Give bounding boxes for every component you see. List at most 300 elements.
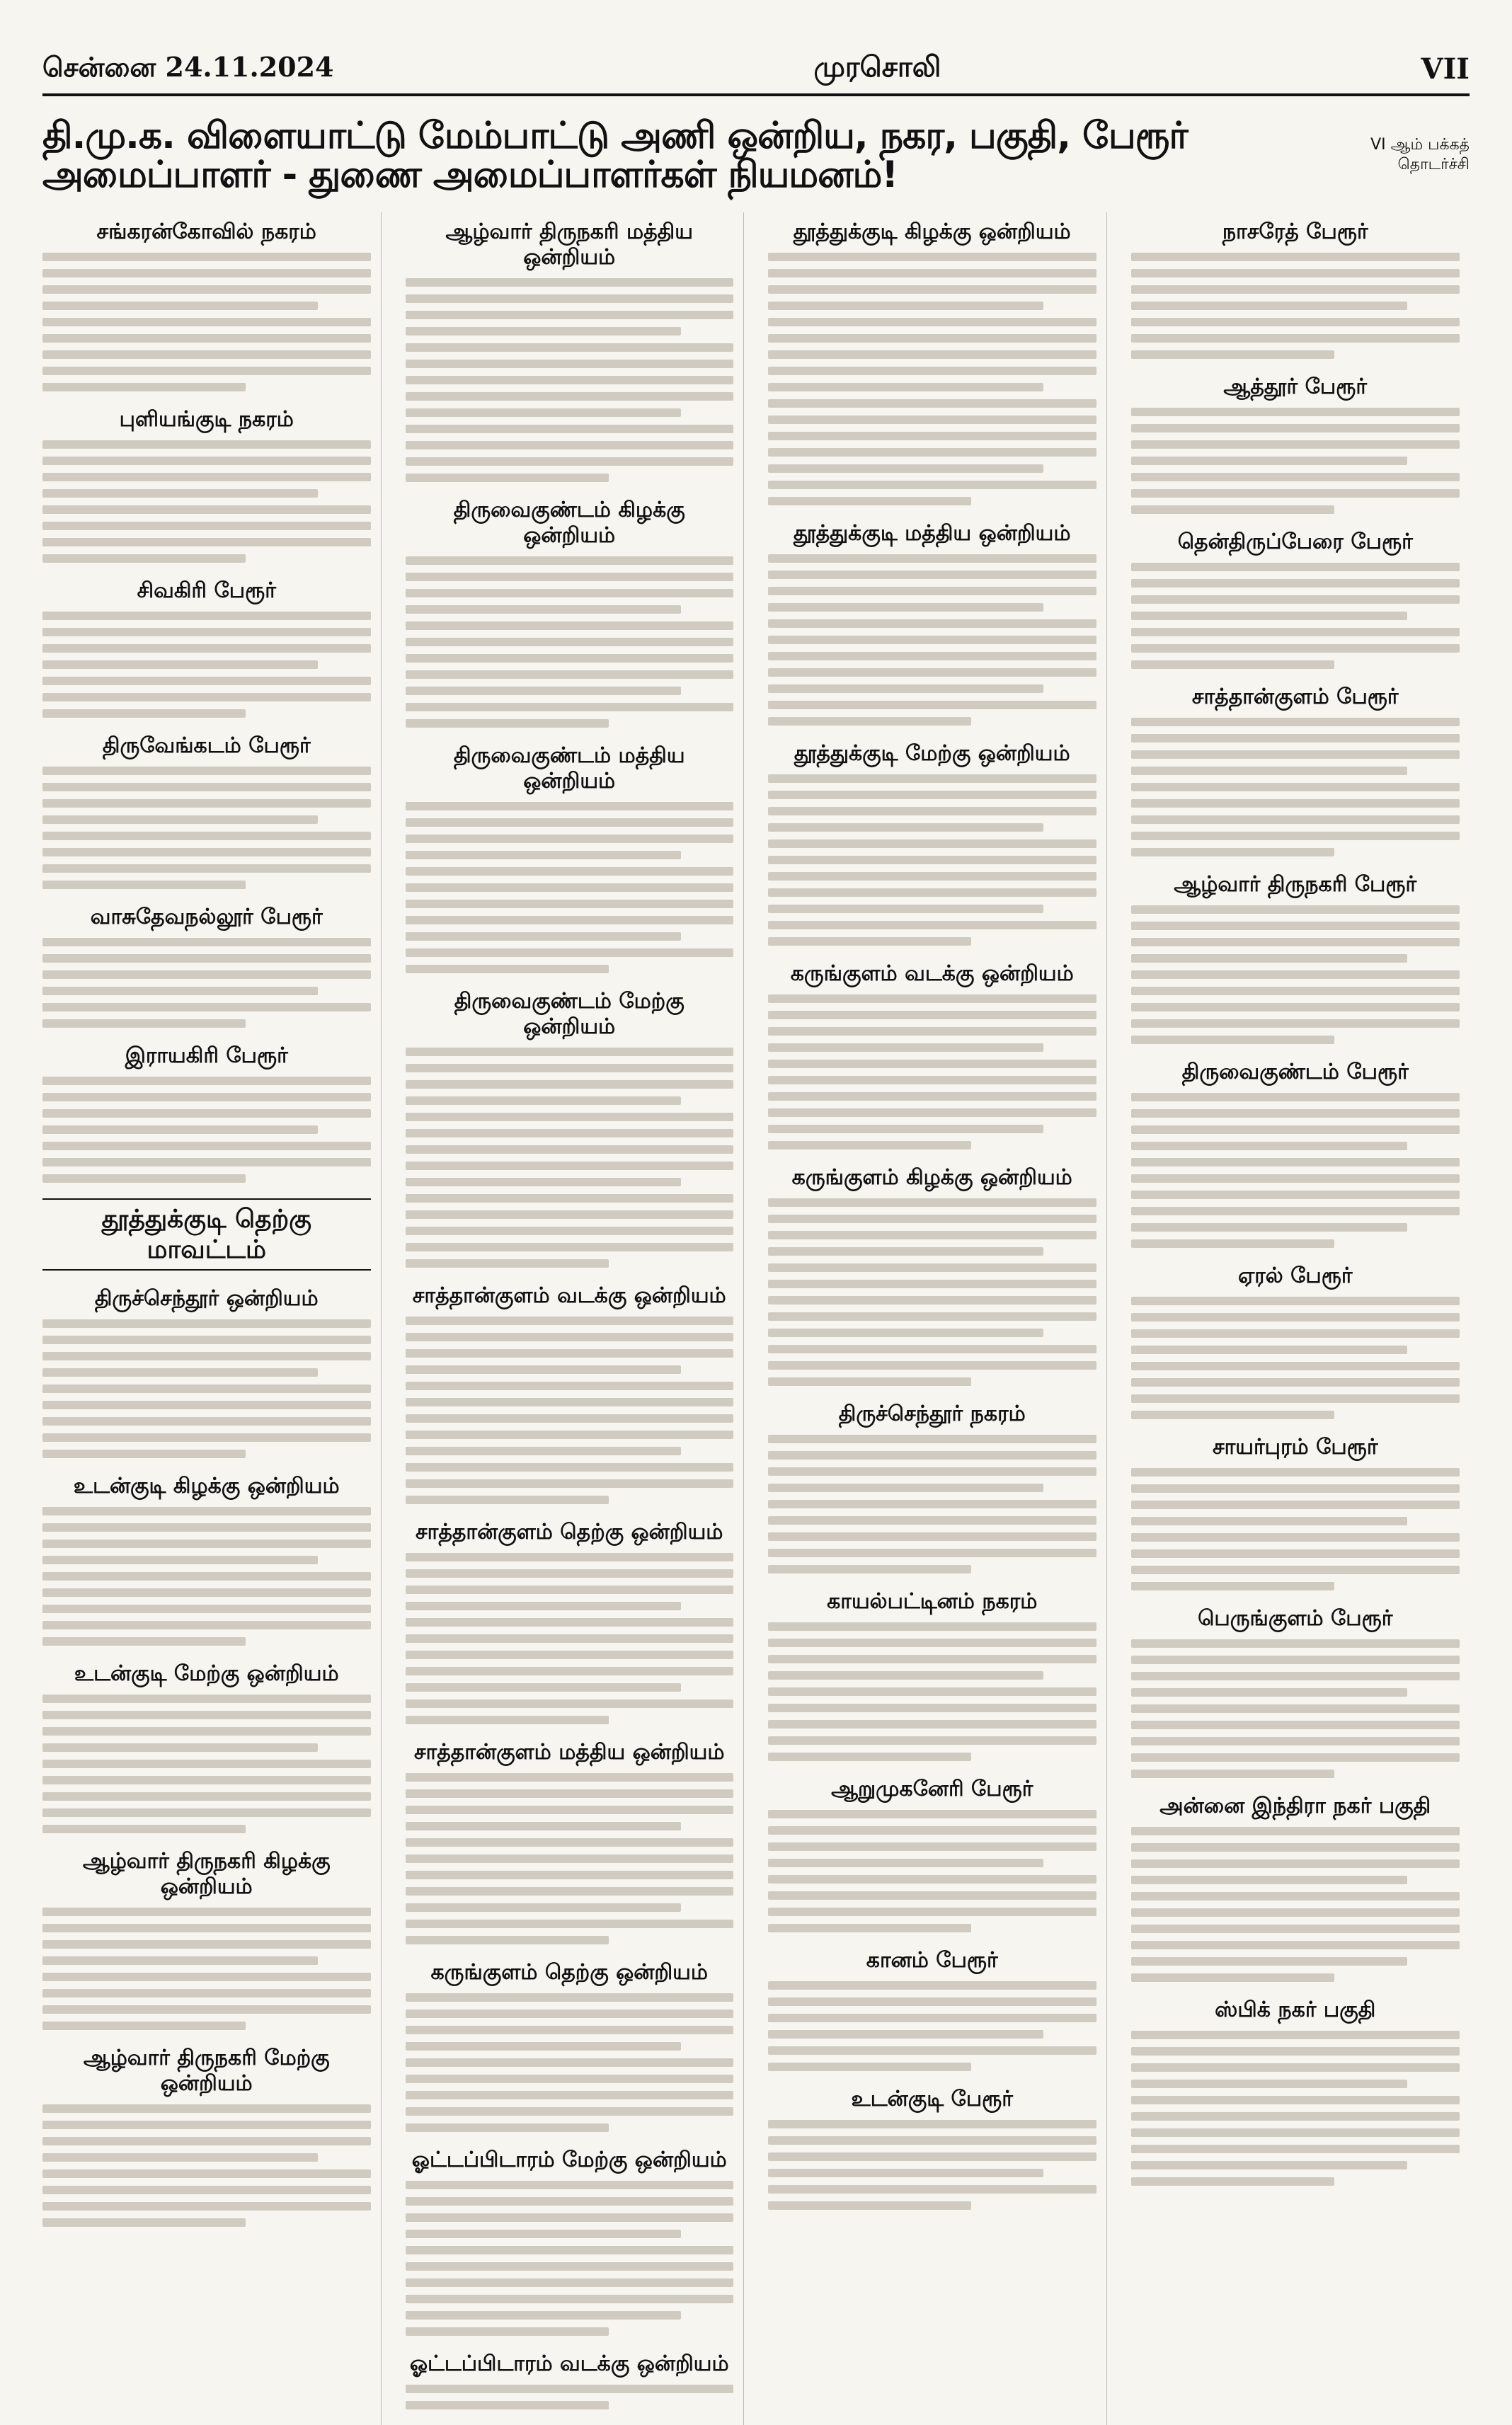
section-heading: சிவகிரி பேரூர் bbox=[137, 578, 276, 603]
body-text-line-placeholder bbox=[42, 2005, 371, 2014]
body-text-line-placeholder bbox=[42, 1336, 371, 1344]
body-text-line-placeholder bbox=[1131, 1566, 1460, 1574]
body-text-line-placeholder bbox=[1131, 334, 1460, 343]
body-text-line-placeholder bbox=[406, 2327, 609, 2336]
body-text-line-placeholder bbox=[1131, 350, 1335, 359]
body-text-line-placeholder bbox=[1131, 1125, 1460, 1134]
body-text-line-placeholder bbox=[42, 2202, 371, 2211]
body-text-line-placeholder bbox=[406, 2058, 734, 2067]
body-text-line-placeholder bbox=[406, 1349, 734, 1358]
body-text-line-placeholder bbox=[768, 334, 1096, 343]
section-heading: திருவைகுண்டம் பேரூர் bbox=[1181, 1060, 1409, 1084]
body-text-line-placeholder bbox=[406, 2401, 609, 2409]
body-text-line-placeholder bbox=[42, 1621, 371, 1629]
body-text-line-placeholder bbox=[768, 1622, 1096, 1631]
body-text-line-placeholder bbox=[1131, 1362, 1460, 1370]
body-text-line-placeholder bbox=[406, 1822, 681, 1830]
section bbox=[42, 1661, 371, 1833]
body-text-line-placeholder bbox=[1131, 1876, 1407, 1884]
body-text-line-placeholder bbox=[768, 481, 1096, 489]
body-text-line-placeholder bbox=[42, 1695, 371, 1703]
section bbox=[406, 2351, 734, 2409]
body-text-line-placeholder bbox=[42, 253, 371, 261]
section-heading: ஆழ்வார் திருநகரி மேற்கு ஒன்றியம் bbox=[83, 2046, 330, 2097]
body-text-line-placeholder bbox=[1131, 628, 1460, 636]
body-text-line-placeholder bbox=[406, 589, 734, 597]
body-text-line-placeholder bbox=[768, 1875, 1096, 1884]
body-text-line-placeholder bbox=[42, 1973, 371, 1981]
body-text-line-placeholder bbox=[768, 603, 1043, 612]
body-text-line-placeholder bbox=[768, 1011, 1096, 1019]
body-text-line-placeholder bbox=[42, 522, 371, 530]
body-text-line-placeholder bbox=[406, 2385, 734, 2393]
body-text-line-placeholder bbox=[768, 448, 1096, 457]
body-text-line-placeholder bbox=[768, 1671, 1043, 1680]
body-text-line-placeholder bbox=[1131, 1036, 1335, 1044]
body-text-line-placeholder bbox=[406, 1259, 609, 1268]
body-text-line-placeholder bbox=[768, 1198, 1096, 1207]
body-text-line-placeholder bbox=[42, 1743, 318, 1752]
body-text-line-placeholder bbox=[406, 2246, 734, 2254]
body-text-line-placeholder bbox=[1131, 1019, 1460, 1028]
body-text-line-placeholder bbox=[406, 948, 734, 957]
body-text-line-placeholder bbox=[42, 2137, 371, 2145]
body-text-line-placeholder bbox=[42, 489, 318, 498]
body-text-line-placeholder bbox=[42, 1556, 318, 1564]
section bbox=[768, 1589, 1096, 1761]
paper-name: முரசொலி bbox=[813, 50, 941, 84]
body-text-line-placeholder bbox=[1131, 718, 1460, 726]
body-text-line-placeholder bbox=[42, 1711, 371, 1719]
body-text-line-placeholder bbox=[42, 1540, 371, 1548]
body-text-line-placeholder bbox=[406, 1618, 734, 1627]
body-text-line-placeholder bbox=[42, 767, 371, 775]
body-text-line-placeholder bbox=[42, 2104, 371, 2113]
section-heading: ஸ்பிக் நகர் பகுதி bbox=[1215, 1997, 1376, 2022]
body-text-line-placeholder bbox=[768, 1997, 1096, 2006]
body-text-line-placeholder bbox=[406, 1586, 734, 1594]
body-text-line-placeholder bbox=[406, 867, 734, 876]
column-2 bbox=[406, 212, 745, 2425]
body-text-line-placeholder bbox=[768, 1484, 1043, 1492]
body-text-line-placeholder bbox=[406, 573, 734, 581]
body-text-line-placeholder bbox=[406, 802, 734, 810]
body-text-line-placeholder bbox=[42, 1727, 371, 1736]
body-text-line-placeholder bbox=[42, 1077, 371, 1085]
body-text-line-placeholder bbox=[768, 1215, 1096, 1223]
body-text-line-placeholder bbox=[42, 832, 371, 840]
body-text-line-placeholder bbox=[42, 1158, 371, 1166]
body-text-line-placeholder bbox=[1131, 1639, 1460, 1648]
body-text-line-placeholder bbox=[42, 677, 371, 685]
body-text-line-placeholder bbox=[768, 937, 971, 946]
body-text-line-placeholder bbox=[768, 2152, 1096, 2161]
section bbox=[406, 743, 734, 973]
body-text-line-placeholder bbox=[42, 367, 371, 375]
body-text-line-placeholder bbox=[1131, 848, 1335, 856]
body-text-line-placeholder bbox=[768, 1908, 1096, 1916]
body-text-line-placeholder bbox=[768, 1043, 1043, 1052]
body-text-line-placeholder bbox=[406, 2107, 734, 2116]
section-heading: உடன்குடி மேற்கு ஒன்றியம் bbox=[74, 1661, 339, 1687]
body-text-line-placeholder bbox=[406, 1936, 609, 1944]
body-text-line-placeholder bbox=[1131, 2080, 1407, 2088]
body-text-line-placeholder bbox=[768, 1141, 971, 1150]
body-text-line-placeholder bbox=[768, 318, 1096, 326]
section-heading: ஏரல் பேரூர் bbox=[1237, 1263, 1353, 1288]
body-text-line-placeholder bbox=[42, 1174, 246, 1183]
body-text-line-placeholder bbox=[768, 888, 1096, 897]
section-heading: சங்கரன்கோவில் நகரம் bbox=[96, 219, 316, 244]
body-text-line-placeholder bbox=[42, 1605, 371, 1613]
body-text-line-placeholder bbox=[768, 856, 1096, 864]
section bbox=[406, 1520, 734, 1724]
section bbox=[42, 1286, 371, 1458]
body-text-line-placeholder bbox=[768, 253, 1096, 261]
body-text-line-placeholder bbox=[42, 938, 371, 946]
section bbox=[768, 2087, 1096, 2210]
body-text-line-placeholder bbox=[1131, 1093, 1460, 1101]
body-text-line-placeholder bbox=[42, 2218, 246, 2227]
body-text-line-placeholder bbox=[1131, 1109, 1460, 1118]
section-heading: தென்திருப்பேரை பேரூர் bbox=[1177, 529, 1413, 554]
body-text-line-placeholder bbox=[42, 881, 246, 889]
body-text-line-placeholder bbox=[1131, 938, 1460, 946]
body-text-line-placeholder bbox=[406, 1398, 734, 1406]
body-text-line-placeholder bbox=[42, 302, 318, 310]
body-text-line-placeholder bbox=[42, 970, 371, 979]
body-text-line-placeholder bbox=[1131, 660, 1335, 669]
body-text-line-placeholder bbox=[42, 383, 246, 391]
body-text-line-placeholder bbox=[1131, 1239, 1335, 1248]
body-text-line-placeholder bbox=[768, 1280, 1096, 1288]
body-text-line-placeholder bbox=[1131, 1859, 1460, 1868]
body-text-line-placeholder bbox=[1131, 922, 1460, 930]
body-text-line-placeholder bbox=[42, 1989, 371, 1997]
body-text-line-placeholder bbox=[42, 1523, 371, 1532]
body-text-line-placeholder bbox=[768, 269, 1096, 277]
body-text-line-placeholder bbox=[768, 1435, 1096, 1443]
section-heading: சாயர்புரம் பேரூர் bbox=[1212, 1435, 1378, 1460]
body-text-line-placeholder bbox=[768, 684, 1043, 693]
body-text-line-placeholder bbox=[768, 1345, 1096, 1353]
body-text-line-placeholder bbox=[42, 457, 371, 465]
section bbox=[42, 1474, 371, 1646]
section bbox=[406, 1283, 734, 1504]
body-text-line-placeholder bbox=[42, 644, 371, 653]
body-text-line-placeholder bbox=[1131, 612, 1407, 620]
body-text-line-placeholder bbox=[406, 1194, 734, 1203]
section bbox=[42, 905, 371, 1028]
body-text-line-placeholder bbox=[406, 1854, 734, 1863]
body-text-line-placeholder bbox=[1131, 2177, 1335, 2186]
body-text-line-placeholder bbox=[406, 1920, 734, 1928]
body-text-line-placeholder bbox=[1131, 1346, 1407, 1354]
section bbox=[42, 219, 371, 391]
section-heading: ஆழ்வார் திருநகரி பேரூர் bbox=[1174, 872, 1417, 897]
body-text-line-placeholder bbox=[406, 1838, 734, 1847]
section-heading: ஆறுமுகனேரி பேரூர் bbox=[831, 1777, 1033, 1801]
body-text-line-placeholder bbox=[1131, 2112, 1460, 2121]
body-text-line-placeholder bbox=[1131, 1582, 1335, 1590]
body-text-line-placeholder bbox=[768, 1108, 1096, 1117]
column-1 bbox=[42, 212, 382, 2425]
body-text-line-placeholder bbox=[1131, 832, 1460, 840]
body-text-line-placeholder bbox=[1131, 408, 1460, 416]
body-text-line-placeholder bbox=[768, 717, 971, 726]
body-text-line-placeholder bbox=[42, 1940, 371, 1949]
section bbox=[406, 2148, 734, 2336]
body-text-line-placeholder bbox=[406, 1716, 609, 1724]
body-text-line-placeholder bbox=[406, 687, 681, 695]
section bbox=[1131, 684, 1460, 856]
page-number: VII bbox=[1421, 52, 1470, 86]
body-text-line-placeholder bbox=[768, 1704, 1096, 1712]
body-text-line-placeholder bbox=[768, 791, 1096, 799]
body-text-line-placeholder bbox=[42, 2186, 371, 2194]
body-text-line-placeholder bbox=[406, 1634, 734, 1643]
body-text-line-placeholder bbox=[406, 1806, 734, 1814]
body-text-line-placeholder bbox=[1131, 2047, 1460, 2056]
body-text-line-placeholder bbox=[406, 1243, 734, 1251]
body-text-line-placeholder bbox=[406, 1210, 734, 1219]
section-heading: கருங்குளம் வடக்கு ஒன்றியம் bbox=[790, 961, 1074, 986]
body-text-line-placeholder bbox=[768, 1549, 1096, 1557]
body-text-line-placeholder bbox=[768, 994, 1096, 1003]
body-text-line-placeholder bbox=[406, 1227, 734, 1235]
body-text-line-placeholder bbox=[42, 987, 318, 995]
body-text-line-placeholder bbox=[768, 1296, 1096, 1305]
body-text-line-placeholder bbox=[42, 1142, 371, 1150]
body-text-line-placeholder bbox=[1131, 1329, 1460, 1338]
body-text-line-placeholder bbox=[406, 1789, 734, 1798]
body-text-line-placeholder bbox=[42, 628, 371, 636]
body-text-line-placeholder bbox=[768, 350, 1096, 359]
body-text-line-placeholder bbox=[1131, 1142, 1407, 1150]
body-text-line-placeholder bbox=[1131, 783, 1460, 791]
body-text-line-placeholder bbox=[1131, 734, 1460, 743]
body-text-line-placeholder bbox=[406, 1602, 681, 1610]
body-text-line-placeholder bbox=[1131, 1501, 1460, 1509]
section-heading: கானம் பேரூர் bbox=[866, 1948, 998, 1973]
body-text-line-placeholder bbox=[1131, 1394, 1460, 1403]
body-text-line-placeholder bbox=[42, 1093, 371, 1101]
body-text-line-placeholder bbox=[768, 1981, 1096, 1990]
body-text-line-placeholder bbox=[406, 605, 681, 614]
body-text-line-placeholder bbox=[768, 2120, 1096, 2128]
body-text-line-placeholder bbox=[406, 1667, 734, 1675]
body-text-line-placeholder bbox=[768, 1027, 1096, 1036]
masthead bbox=[42, 44, 1470, 96]
body-text-line-placeholder bbox=[768, 1826, 1096, 1835]
section bbox=[768, 219, 1096, 505]
body-text-line-placeholder bbox=[42, 1385, 371, 1393]
body-text-line-placeholder bbox=[768, 1516, 1096, 1525]
body-text-line-placeholder bbox=[42, 1572, 371, 1581]
body-text-line-placeholder bbox=[406, 1048, 734, 1056]
section bbox=[42, 1043, 371, 1183]
body-text-line-placeholder bbox=[406, 2010, 734, 2018]
section bbox=[42, 2046, 371, 2227]
body-text-line-placeholder bbox=[768, 2030, 1043, 2039]
body-text-line-placeholder bbox=[406, 294, 734, 303]
section bbox=[1131, 1263, 1460, 1419]
body-text-line-placeholder bbox=[768, 872, 1096, 881]
continued-note: VI ஆம் பக்கத் தொடர்ச்சி bbox=[1370, 136, 1470, 173]
body-text-line-placeholder bbox=[406, 2123, 609, 2132]
body-text-line-placeholder bbox=[42, 612, 371, 620]
section-heading: வாசுதேவநல்லூர் பேரூர் bbox=[90, 905, 323, 929]
body-text-line-placeholder bbox=[406, 2278, 734, 2287]
section-heading: ஓட்டப்பிடாரம் மேற்கு ஒன்றியம் bbox=[411, 2148, 727, 2172]
section-heading: சாத்தான்குளம் மத்திய ஒன்றியம் bbox=[413, 1740, 725, 1765]
section bbox=[42, 578, 371, 718]
body-text-line-placeholder bbox=[406, 1993, 734, 2002]
body-text-line-placeholder bbox=[768, 2185, 1096, 2194]
body-text-line-placeholder bbox=[406, 2295, 734, 2303]
body-text-line-placeholder bbox=[406, 2197, 734, 2206]
body-text-line-placeholder bbox=[406, 851, 681, 859]
body-text-line-placeholder bbox=[768, 1500, 1096, 1508]
body-text-line-placeholder bbox=[1131, 954, 1407, 963]
section-heading: நாசரேத் பேரூர் bbox=[1222, 219, 1368, 244]
body-text-line-placeholder bbox=[42, 334, 371, 343]
body-text-line-placeholder bbox=[768, 1312, 1096, 1321]
body-text-line-placeholder bbox=[406, 1080, 734, 1089]
body-text-line-placeholder bbox=[406, 1431, 734, 1439]
body-text-line-placeholder bbox=[1131, 457, 1407, 465]
section-heading: திருச்செந்தூர் ஒன்றியம் bbox=[94, 1286, 319, 1312]
body-text-line-placeholder bbox=[42, 1368, 318, 1377]
body-text-line-placeholder bbox=[768, 1467, 1096, 1476]
body-text-line-placeholder bbox=[768, 554, 1096, 563]
body-text-line-placeholder bbox=[406, 343, 734, 352]
body-text-line-placeholder bbox=[406, 1699, 734, 1708]
section bbox=[768, 1401, 1096, 1573]
body-text-line-placeholder bbox=[1131, 2063, 1460, 2072]
body-text-line-placeholder bbox=[42, 269, 371, 277]
body-text-line-placeholder bbox=[768, 383, 1043, 391]
body-text-line-placeholder bbox=[768, 587, 1096, 595]
body-text-line-placeholder bbox=[406, 1463, 734, 1472]
section bbox=[1131, 872, 1460, 1044]
body-text-line-placeholder bbox=[42, 954, 371, 963]
body-text-line-placeholder bbox=[1131, 269, 1460, 277]
body-text-line-placeholder bbox=[406, 965, 609, 973]
body-text-line-placeholder bbox=[768, 619, 1096, 628]
body-text-line-placeholder bbox=[768, 1639, 1096, 1647]
body-text-line-placeholder bbox=[42, 1507, 371, 1515]
body-text-line-placeholder bbox=[42, 1401, 371, 1409]
body-text-line-placeholder bbox=[42, 799, 371, 808]
body-text-line-placeholder bbox=[768, 1377, 971, 1386]
body-text-line-placeholder bbox=[42, 2153, 318, 2162]
body-text-line-placeholder bbox=[1131, 1908, 1460, 1917]
body-text-line-placeholder bbox=[406, 1129, 734, 1137]
body-text-line-placeholder bbox=[406, 2311, 681, 2320]
body-text-line-placeholder bbox=[768, 807, 1096, 815]
body-text-line-placeholder bbox=[406, 1333, 734, 1341]
body-text-line-placeholder bbox=[42, 1924, 371, 1932]
section bbox=[42, 407, 371, 563]
body-text-line-placeholder bbox=[768, 1092, 1096, 1101]
body-text-line-placeholder bbox=[406, 457, 734, 466]
body-text-line-placeholder bbox=[42, 1003, 371, 1011]
section-heading: தூத்துக்குடி தெற்கு மாவட்டம் bbox=[42, 1198, 371, 1271]
body-text-line-placeholder bbox=[768, 1076, 1096, 1084]
body-text-line-placeholder bbox=[406, 1651, 734, 1659]
body-text-line-placeholder bbox=[1131, 1892, 1460, 1901]
section-heading: தூத்துக்குடி மேற்கு ஒன்றியம் bbox=[794, 741, 1070, 766]
body-text-line-placeholder bbox=[768, 2014, 1096, 2022]
section-heading: காயல்பட்டினம் நகரம் bbox=[827, 1589, 1038, 1614]
body-text-line-placeholder bbox=[1131, 1191, 1460, 1199]
body-text-line-placeholder bbox=[1131, 1770, 1335, 1778]
body-text-line-placeholder bbox=[768, 652, 1096, 660]
body-text-line-placeholder bbox=[406, 1382, 734, 1390]
body-text-line-placeholder bbox=[42, 1352, 371, 1360]
body-text-line-placeholder bbox=[1131, 970, 1460, 979]
body-text-line-placeholder bbox=[406, 1496, 609, 1504]
body-text-line-placeholder bbox=[42, 1019, 246, 1028]
body-text-line-placeholder bbox=[406, 1064, 734, 1072]
body-text-line-placeholder bbox=[768, 701, 1096, 709]
body-text-line-placeholder bbox=[768, 302, 1043, 310]
body-text-line-placeholder bbox=[406, 1553, 734, 1561]
body-text-line-placeholder bbox=[1131, 1174, 1460, 1183]
body-text-line-placeholder bbox=[1131, 1704, 1460, 1713]
body-text-line-placeholder bbox=[42, 1792, 371, 1801]
body-text-line-placeholder bbox=[768, 415, 1096, 424]
body-text-line-placeholder bbox=[768, 905, 1043, 913]
body-text-line-placeholder bbox=[1131, 302, 1407, 310]
body-text-line-placeholder bbox=[42, 1417, 371, 1426]
body-text-line-placeholder bbox=[1131, 1941, 1460, 1949]
body-text-line-placeholder bbox=[406, 278, 734, 287]
body-text-line-placeholder bbox=[42, 709, 246, 718]
body-text-line-placeholder bbox=[1131, 1925, 1460, 1933]
section-heading: ஆழ்வார் திருநகரி கிழக்கு ஒன்றியம் bbox=[82, 1849, 331, 1900]
body-text-line-placeholder bbox=[1131, 1843, 1460, 1852]
body-text-line-placeholder bbox=[768, 1859, 1043, 1867]
section bbox=[406, 989, 734, 1268]
date-line: சென்னை 24.11.2024 bbox=[42, 50, 334, 83]
body-text-line-placeholder bbox=[406, 1773, 734, 1782]
body-text-line-placeholder bbox=[406, 1479, 734, 1488]
body-text-line-placeholder bbox=[42, 505, 371, 514]
body-text-line-placeholder bbox=[1131, 424, 1460, 432]
body-text-line-placeholder bbox=[406, 916, 734, 924]
body-text-line-placeholder bbox=[406, 2230, 681, 2238]
body-text-line-placeholder bbox=[1131, 1827, 1460, 1835]
section bbox=[768, 1165, 1096, 1386]
body-text-line-placeholder bbox=[1131, 987, 1460, 995]
body-text-line-placeholder bbox=[768, 2169, 1043, 2177]
body-text-line-placeholder bbox=[1131, 1753, 1460, 1762]
body-text-line-placeholder bbox=[768, 432, 1096, 440]
body-text-line-placeholder bbox=[42, 440, 371, 449]
section bbox=[406, 1960, 734, 2132]
section bbox=[406, 498, 734, 728]
body-text-line-placeholder bbox=[1131, 750, 1460, 759]
body-text-line-placeholder bbox=[1131, 563, 1460, 571]
body-text-line-placeholder bbox=[42, 783, 371, 791]
body-text-line-placeholder bbox=[768, 1125, 1043, 1133]
section-heading: திருச்செந்தூர் நகரம் bbox=[838, 1401, 1026, 1426]
body-text-line-placeholder bbox=[406, 818, 734, 827]
body-text-line-placeholder bbox=[406, 1096, 681, 1105]
section-heading: உடன்குடி கிழக்கு ஒன்றியம் bbox=[73, 1474, 340, 1499]
